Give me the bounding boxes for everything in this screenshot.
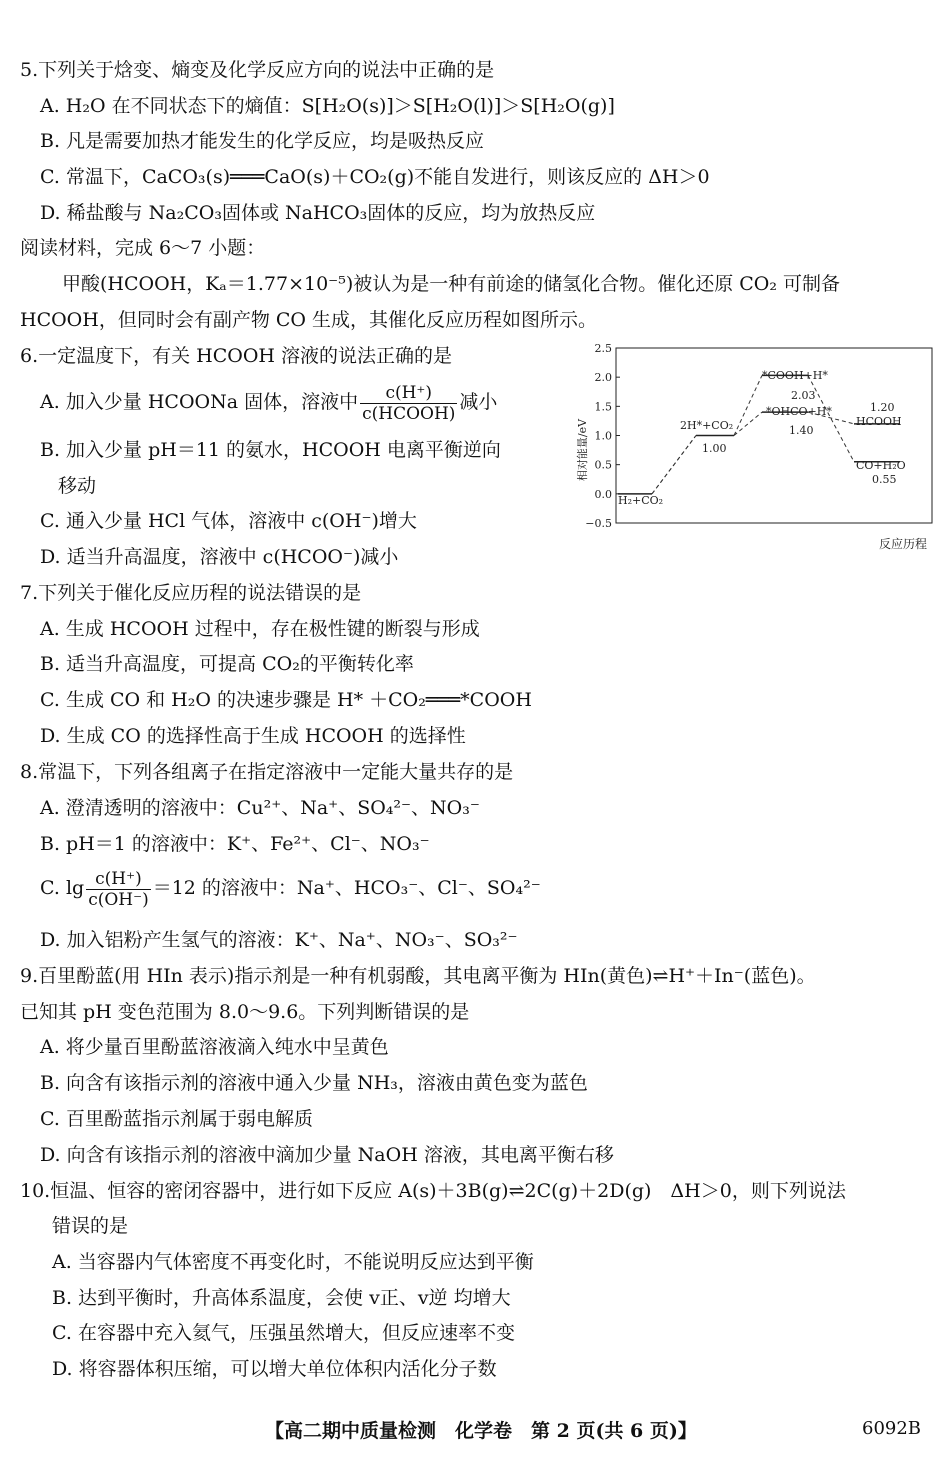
q10-option-b: B. 达到平衡时，升高体系温度，会使 v正、v逆 均增大	[52, 1287, 511, 1309]
path-segment-hcooh	[734, 412, 762, 435]
path-segment-co	[652, 436, 696, 494]
label-0-55: 0.55	[872, 473, 897, 486]
q6-a-denominator: c(HCOOH)	[362, 403, 456, 424]
paper-code: 6092B	[862, 1418, 922, 1439]
q10-stem-line1: 10.恒温、恒容的密闭容器中，进行如下反应 A(s)＋3B(g)⇌2C(g)＋2D(g) ΔH＞0，则下列说法	[20, 1180, 846, 1202]
y-tick-label: 1.5	[594, 400, 612, 414]
q5-option-d: D. 稀盐酸与 Na₂CO₃固体或 NaHCO₃固体的反应，均为放热反应	[40, 202, 596, 224]
q8-option-c	[40, 866, 541, 910]
q6-a-prefix: A. 加入少量 HCOONa 固体，溶液中	[40, 391, 359, 413]
label-hcooh: HCOOH	[856, 415, 902, 428]
q6-option-c: C. 通入少量 HCl 气体，溶液中 c(OH⁻)增大	[40, 510, 417, 532]
q6-option-b-line1: B. 加入少量 pH＝11 的氨水，HCOOH 电离平衡逆向	[40, 439, 501, 461]
q8-option-a: A. 澄清透明的溶液中：Cu²⁺、Na⁺、SO₄²⁻、NO₃⁻	[40, 797, 480, 819]
q6-a-fraction	[360, 383, 457, 424]
q5-option-b: B. 凡是需要加热才能发生的化学反应，均是吸热反应	[40, 130, 485, 152]
chart-ticks	[585, 342, 620, 530]
label-2-03: 2.03	[791, 389, 816, 402]
chart-y-label: 相对能量/eV	[576, 418, 589, 482]
y-tick-label: 0.5	[594, 458, 612, 472]
q7-option-b: B. 适当升高温度，可提高 CO₂的平衡转化率	[40, 653, 414, 675]
q5-stem: 5.下列关于焓变、熵变及化学反应方向的说法中正确的是	[20, 59, 495, 81]
q5-option-c: C. 常温下，CaCO₃(s)═══CaO(s)＋CO₂(g)不能自发进行，则该反应的 ΔH＞0	[40, 166, 710, 188]
chart-paths	[652, 375, 854, 493]
q10-option-a: A. 当容器内气体密度不再变化时，不能说明反应达到平衡	[52, 1251, 534, 1273]
chart-labels	[618, 369, 906, 507]
energy-profile-chart	[572, 338, 942, 558]
q7-option-c: C. 生成 CO 和 H₂O 的决速步骤是 H* ＋CO₂═══*COOH	[40, 689, 532, 711]
material-intro: 阅读材料，完成 6～7 小题：	[20, 237, 266, 259]
q6-stem: 6.一定温度下，有关 HCOOH 溶液的说法正确的是	[20, 345, 453, 367]
q8-option-b: B. pH＝1 的溶液中：K⁺、Fe²⁺、Cl⁻、NO₃⁻	[40, 833, 430, 855]
q10-stem-line2: 错误的是	[52, 1215, 129, 1237]
q7-option-a: A. 生成 HCOOH 过程中，存在极性键的断裂与形成	[40, 618, 480, 640]
q9-option-a: A. 将少量百里酚蓝溶液滴入纯水中呈黄色	[40, 1036, 389, 1058]
label-ohco-h: *OHCO+H*	[766, 405, 832, 418]
page-footer: 【高二期中质量检测 化学卷 第 2 页(共 6 页)】	[265, 1420, 697, 1442]
q6-option-b-line2: 移动	[58, 475, 97, 497]
q8-c-fraction	[86, 869, 151, 910]
q6-option-d: D. 适当升高温度，溶液中 c(HCOO⁻)减小	[40, 546, 399, 568]
y-tick-label: −0.5	[585, 517, 612, 530]
q8-option-d: D. 加入铝粉产生氢气的溶液：K⁺、Na⁺、NO₃⁻、SO₃²⁻	[40, 929, 518, 951]
chart-x-label: 反应历程	[878, 537, 927, 551]
label-h2-co2: H₂+CO₂	[618, 494, 664, 507]
label-1-00: 1.00	[702, 442, 727, 455]
q7-option-d: D. 生成 CO 的选择性高于生成 HCOOH 的选择性	[40, 725, 466, 747]
q7-stem: 7.下列关于催化反应历程的说法错误的是	[20, 582, 362, 604]
q8-c-suffix: ＝12 的溶液中：Na⁺、HCO₃⁻、Cl⁻、SO₄²⁻	[152, 877, 541, 899]
q6-a-numerator: c(H⁺)	[360, 383, 457, 404]
material-para-1: 甲酸(HCOOH，Kₐ＝1.77×10⁻⁵)被认为是一种有前途的储氢化合物。催化还原 CO₂ 可制备	[62, 273, 841, 295]
path-segment-co	[734, 375, 762, 435]
q9-option-b: B. 向含有该指示剂的溶液中通入少量 NH₃，溶液由黄色变为蓝色	[40, 1072, 588, 1094]
label-cooh-h: *COOH+H*	[762, 369, 828, 382]
q9-option-d: D. 向含有该指示剂的溶液中滴加少量 NaOH 溶液，其电离平衡右移	[40, 1144, 614, 1166]
q8-stem: 8.常温下，下列各组离子在指定溶液中一定能大量共存的是	[20, 761, 514, 783]
label-1-20: 1.20	[870, 401, 895, 414]
label-1-40: 1.40	[789, 424, 814, 437]
q8-c-numerator: c(H⁺)	[86, 869, 151, 890]
q6-option-a	[40, 380, 497, 424]
q8-c-denominator: c(OH⁻)	[88, 889, 149, 910]
q9-option-c: C. 百里酚蓝指示剂属于弱电解质	[40, 1108, 313, 1130]
y-tick-label: 2.5	[594, 342, 612, 355]
label-co-h2o: CO+H₂O	[856, 459, 906, 472]
y-tick-label: 0.0	[594, 487, 612, 501]
q9-stem-line1: 9.百里酚蓝(用 HIn 表示)指示剂是一种有机弱酸，其电离平衡为 HIn(黄色)⇌H⁺＋In⁻(蓝色)。	[20, 965, 816, 987]
chart-levels	[618, 375, 900, 493]
q10-option-c: C. 在容器中充入氦气，压强虽然增大，但反应速率不变	[52, 1322, 515, 1344]
y-tick-label: 1.0	[594, 429, 612, 443]
label-2h-co2: 2H*+CO₂	[680, 419, 734, 432]
material-para-2: HCOOH，但同时会有副产物 CO 生成，其催化反应历程如图所示。	[20, 309, 598, 331]
q9-stem-line2: 已知其 pH 变色范围为 8.0～9.6。下列判断错误的是	[20, 1001, 470, 1023]
q5-option-a: A. H₂O 在不同状态下的熵值：S[H₂O(s)]＞S[H₂O(l)]＞S[H₂O(g)]	[40, 95, 615, 117]
q6-a-suffix: 减小	[459, 391, 498, 413]
q10-option-d: D. 将容器体积压缩，可以增大单位体积内活化分子数	[52, 1358, 497, 1380]
q8-c-prefix: C. lg	[40, 877, 85, 899]
y-tick-label: 2.0	[594, 371, 612, 385]
